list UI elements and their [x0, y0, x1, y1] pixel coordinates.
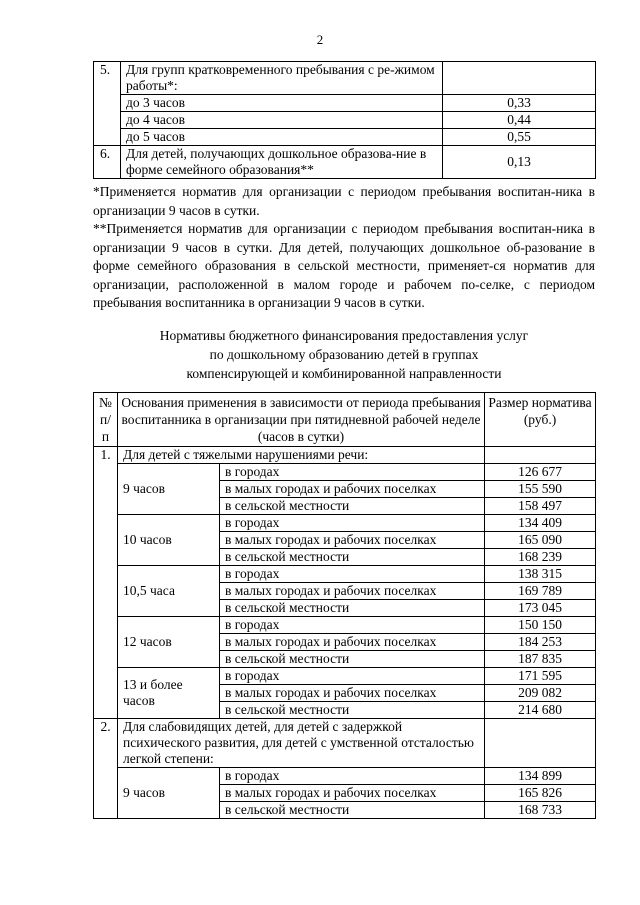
value-cell: 165 090	[485, 532, 596, 549]
table-row	[94, 129, 596, 146]
row-value: 0,33	[443, 95, 596, 112]
heading-line: Нормативы бюджетного финансирования предоставления услуг	[159, 328, 529, 343]
row-label: до 3 часов	[121, 95, 443, 112]
header-basis: Основания применения в зависимости от периода пребывания воспитанника в организации при пятидневной рабочей неделе (часов в сутки)	[118, 393, 485, 447]
section-row	[94, 447, 596, 464]
groups-table	[93, 61, 596, 179]
table-row	[94, 146, 596, 179]
row-value: 0,44	[443, 112, 596, 129]
value-cell: 214 680	[485, 702, 596, 719]
value-cell: 158 497	[485, 498, 596, 515]
page-number: 2	[316, 32, 324, 47]
place-cell: в городах	[220, 566, 485, 583]
row-value: 0,55	[443, 129, 596, 146]
header-amount: Размер норматива (руб.)	[485, 393, 596, 447]
footnotes	[93, 183, 595, 313]
hours-cell: 10,5 часа	[118, 566, 220, 617]
table-row	[94, 617, 596, 634]
row-number: 5.	[94, 62, 121, 146]
place-cell: в малых городах и рабочих поселках	[220, 685, 485, 702]
place-cell: в сельской местности	[220, 600, 485, 617]
hours-cell: 10 часов	[118, 515, 220, 566]
section-number: 2.	[94, 719, 118, 819]
place-cell: в сельской местности	[220, 498, 485, 515]
place-cell: в малых городах и рабочих поселках	[220, 583, 485, 600]
table-row	[94, 95, 596, 112]
row-number: 6.	[94, 146, 121, 179]
table-row	[94, 62, 596, 95]
hours-cell: 13 и более часов	[118, 668, 220, 719]
row-label: Для групп кратковременного пребывания с ре-жимом работы*:	[121, 62, 443, 95]
place-cell: в сельской местности	[220, 549, 485, 566]
value-cell: 165 826	[485, 785, 596, 802]
header-num: № п/п	[94, 393, 118, 447]
place-cell: в городах	[220, 768, 485, 785]
table-row	[94, 668, 596, 685]
section-title: Для слабовидящих детей, для детей с задержкой психического развития, для детей с умственной отсталостью легкой степени:	[118, 719, 485, 768]
place-cell: в городах	[220, 464, 485, 481]
value-cell: 126 677	[485, 464, 596, 481]
place-cell: в малых городах и рабочих поселках	[220, 634, 485, 651]
empty-cell	[485, 447, 596, 464]
value-cell: 169 789	[485, 583, 596, 600]
footnote: **Применяется норматив для организации с периодом пребывания воспитан-ника в организации 9 часов в сутки. Для детей, получающих дошкольное об-разование в форме семейного образования в сельской местности, применяет-ся норматив для организации, расположенной в малом городе и рабочем по-селке, с периодом пребывания воспитанника в организации 9 часов в сутки.	[93, 221, 595, 310]
value-cell: 134 899	[485, 768, 596, 785]
value-cell: 173 045	[485, 600, 596, 617]
value-cell: 187 835	[485, 651, 596, 668]
value-cell: 184 253	[485, 634, 596, 651]
footnote: *Применяется норматив для организации с периодом пребывания воспитан-ника в организации 9 часов в сутки.	[93, 184, 595, 218]
place-cell: в городах	[220, 515, 485, 532]
row-label: до 5 часов	[121, 129, 443, 146]
row-value	[443, 62, 596, 95]
norms-table	[93, 392, 596, 819]
value-cell: 138 315	[485, 566, 596, 583]
value-cell: 168 239	[485, 549, 596, 566]
empty-cell	[485, 719, 596, 768]
value-cell: 209 082	[485, 685, 596, 702]
hours-cell: 9 часов	[118, 464, 220, 515]
place-cell: в сельской местности	[220, 802, 485, 819]
table-row	[94, 768, 596, 785]
section-row	[94, 719, 596, 768]
value-cell: 171 595	[485, 668, 596, 685]
value-cell: 155 590	[485, 481, 596, 498]
place-cell: в городах	[220, 617, 485, 634]
table-row	[94, 566, 596, 583]
section-title: Для детей с тяжелыми нарушениями речи:	[118, 447, 485, 464]
value-cell: 134 409	[485, 515, 596, 532]
section-number: 1.	[94, 447, 118, 719]
heading-line: компенсирующей и комбинированной направленности	[186, 366, 502, 381]
place-cell: в малых городах и рабочих поселках	[220, 785, 485, 802]
row-label: Для детей, получающих дошкольное образова-ние в форме семейного образования**	[121, 146, 443, 179]
hours-cell: 12 часов	[118, 617, 220, 668]
row-value: 0,13	[443, 146, 596, 179]
table-row	[94, 515, 596, 532]
hours-cell: 9 часов	[118, 768, 220, 819]
heading-line: по дошкольному образованию детей в группах	[209, 347, 479, 362]
header-row	[94, 393, 596, 447]
row-label: до 4 часов	[121, 112, 443, 129]
section-heading	[93, 326, 595, 383]
table-row	[94, 464, 596, 481]
table-row	[94, 112, 596, 129]
place-cell: в городах	[220, 668, 485, 685]
value-cell: 150 150	[485, 617, 596, 634]
value-cell: 168 733	[485, 802, 596, 819]
place-cell: в сельской местности	[220, 651, 485, 668]
place-cell: в малых городах и рабочих поселках	[220, 532, 485, 549]
place-cell: в сельской местности	[220, 702, 485, 719]
place-cell: в малых городах и рабочих поселках	[220, 481, 485, 498]
